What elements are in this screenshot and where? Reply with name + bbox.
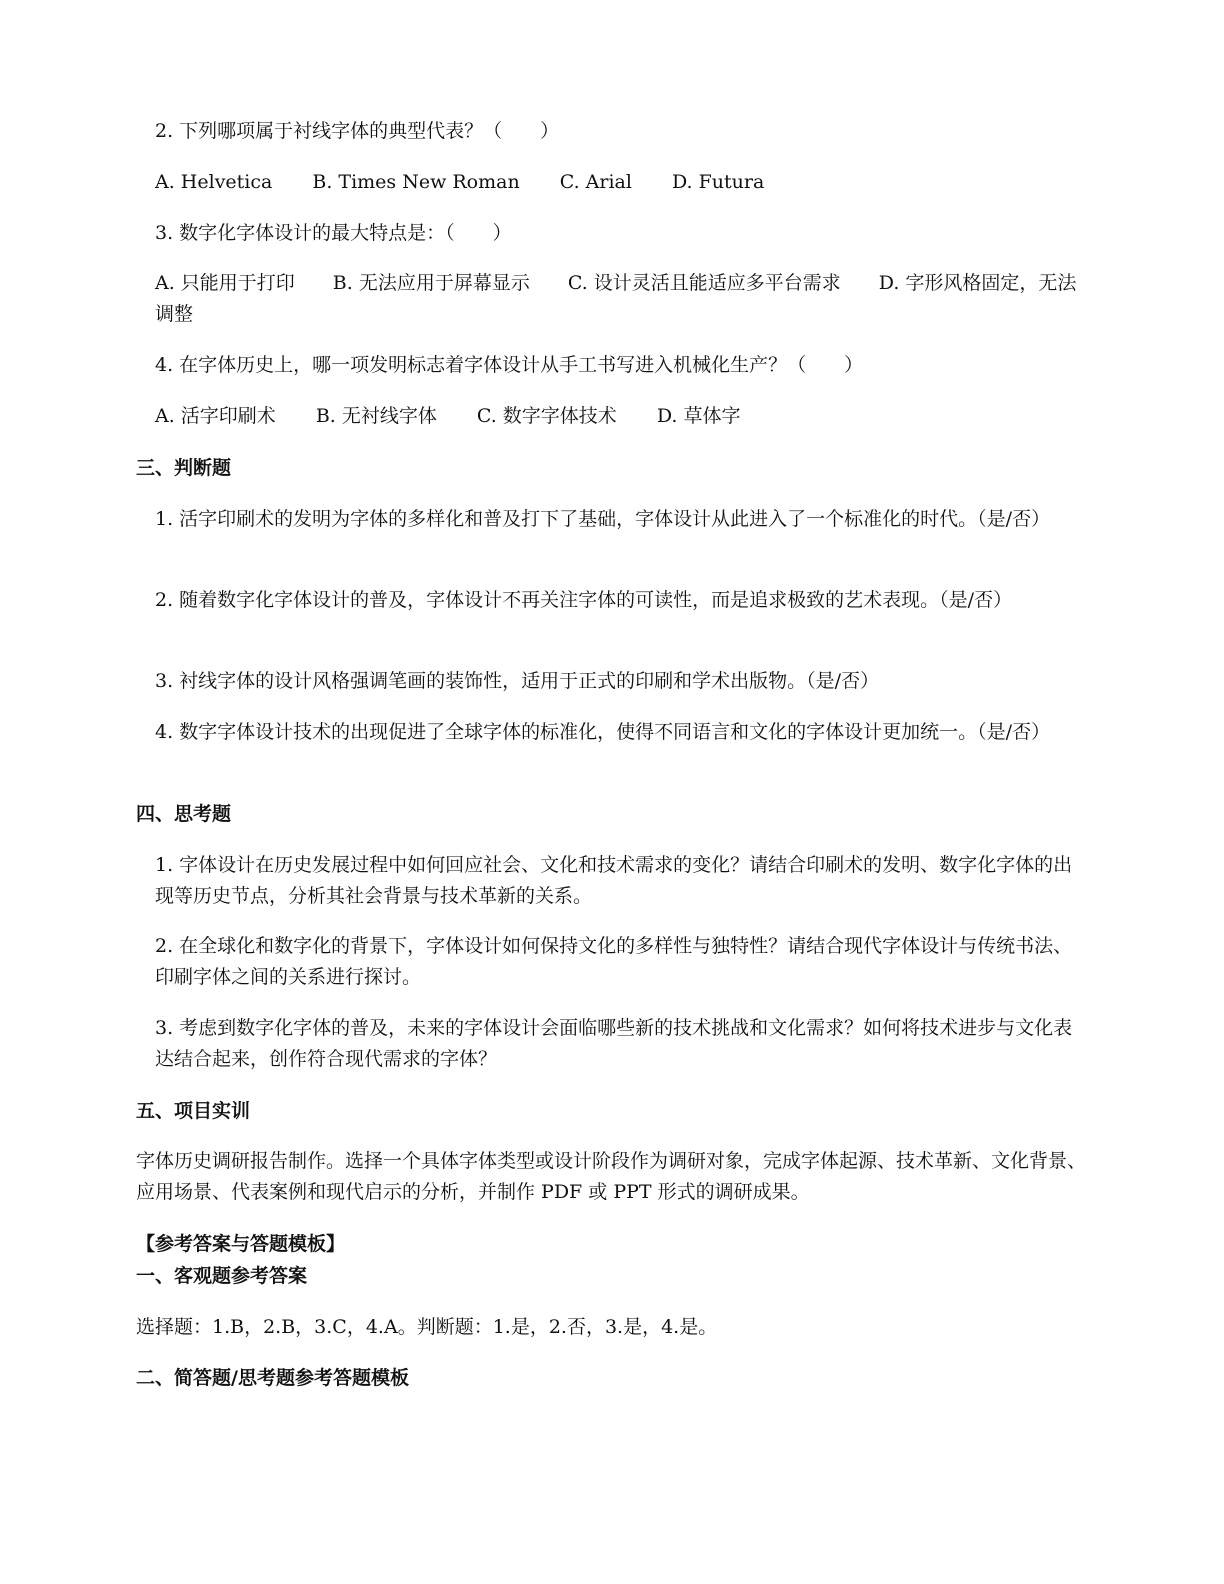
objective-answers-text: 选择题：1.B，2.B，3.C，4.A。判断题：1.是，2.否，3.是，4.是。 (136, 1316, 718, 1338)
option-b: B. Times New Roman (312, 171, 520, 193)
option-d: D. 草体字 (656, 405, 741, 427)
judgment-item: 2. 随着数字化字体设计的普及，字体设计不再关注字体的可读性，而是追求极致的艺术表现。（是/否） (155, 589, 1013, 611)
option-a: A. 活字印刷术 (155, 405, 276, 427)
judgment-item: 4. 数字字体设计技术的出现促进了全球字体的标准化，使得不同语言和文化的字体设计更加统一。（是/否） (155, 721, 1051, 743)
choice-question-4: 4. 在字体历史上，哪一项发明标志着字体设计从手工书写进入机械化生产？（ ） (155, 354, 864, 376)
objective-answers-heading: 一、客观题参考答案 (136, 1265, 308, 1287)
choice-question-2: 2. 下列哪项属于衬线字体的典型代表？（ ） (155, 120, 560, 142)
project-heading: 五、项目实训 (136, 1100, 251, 1122)
judgment-item: 1. 活字印刷术的发明为字体的多样化和普及打下了基础，字体设计从此进入了一个标准化的时代。（是/否） (155, 508, 1051, 530)
option-c: C. 数字字体技术 (476, 405, 617, 427)
thinking-item: 3. 考虑到数字化字体的普及，未来的字体设计会面临哪些新的技术挑战和文化需求？如何将技术进步与文化表达结合起来，创作符合现代需求的字体？ (155, 1017, 1073, 1070)
option-c: C. Arial (559, 171, 632, 193)
thinking-heading: 四、思考题 (136, 803, 232, 825)
answers-heading: 【参考答案与答题模板】 (136, 1233, 346, 1255)
thinking-item: 1. 字体设计在历史发展过程中如何回应社会、文化和技术需求的变化？请结合印刷术的发明、数字化字体的出现等历史节点，分析其社会背景与技术革新的关系。 (155, 854, 1073, 907)
subjective-template-heading: 二、简答题/思考题参考答题模板 (136, 1367, 409, 1389)
option-d: D. Futura (671, 171, 765, 193)
judgment-item: 3. 衬线字体的设计风格强调笔画的装饰性，适用于正式的印刷和学术出版物。（是/否） (155, 670, 880, 692)
option-a: A. Helvetica (155, 171, 273, 193)
choice-question-4-options (155, 401, 1085, 432)
option-b: B. 无衬线字体 (315, 405, 437, 427)
choice-question-3-options: A. 只能用于打印 B. 无法应用于屏幕显示 C. 设计灵活且能适应多平台需求 D. 字形风格固定，无法调整 (155, 272, 1077, 325)
choice-question-2-options (155, 167, 1085, 198)
choice-question-3: 3. 数字化字体设计的最大特点是：（ ） (155, 222, 512, 244)
judgment-heading: 三、判断题 (136, 457, 232, 479)
project-text: 字体历史调研报告制作。选择一个具体字体类型或设计阶段作为调研对象，完成字体起源、技术革新、文化背景、应用场景、代表案例和现代启示的分析，并制作 PDF 或 PPT 形式的调研成果。 (136, 1150, 1087, 1203)
thinking-item: 2. 在全球化和数字化的背景下，字体设计如何保持文化的多样性与独特性？请结合现代字体设计与传统书法、印刷字体之间的关系进行探讨。 (155, 935, 1073, 988)
